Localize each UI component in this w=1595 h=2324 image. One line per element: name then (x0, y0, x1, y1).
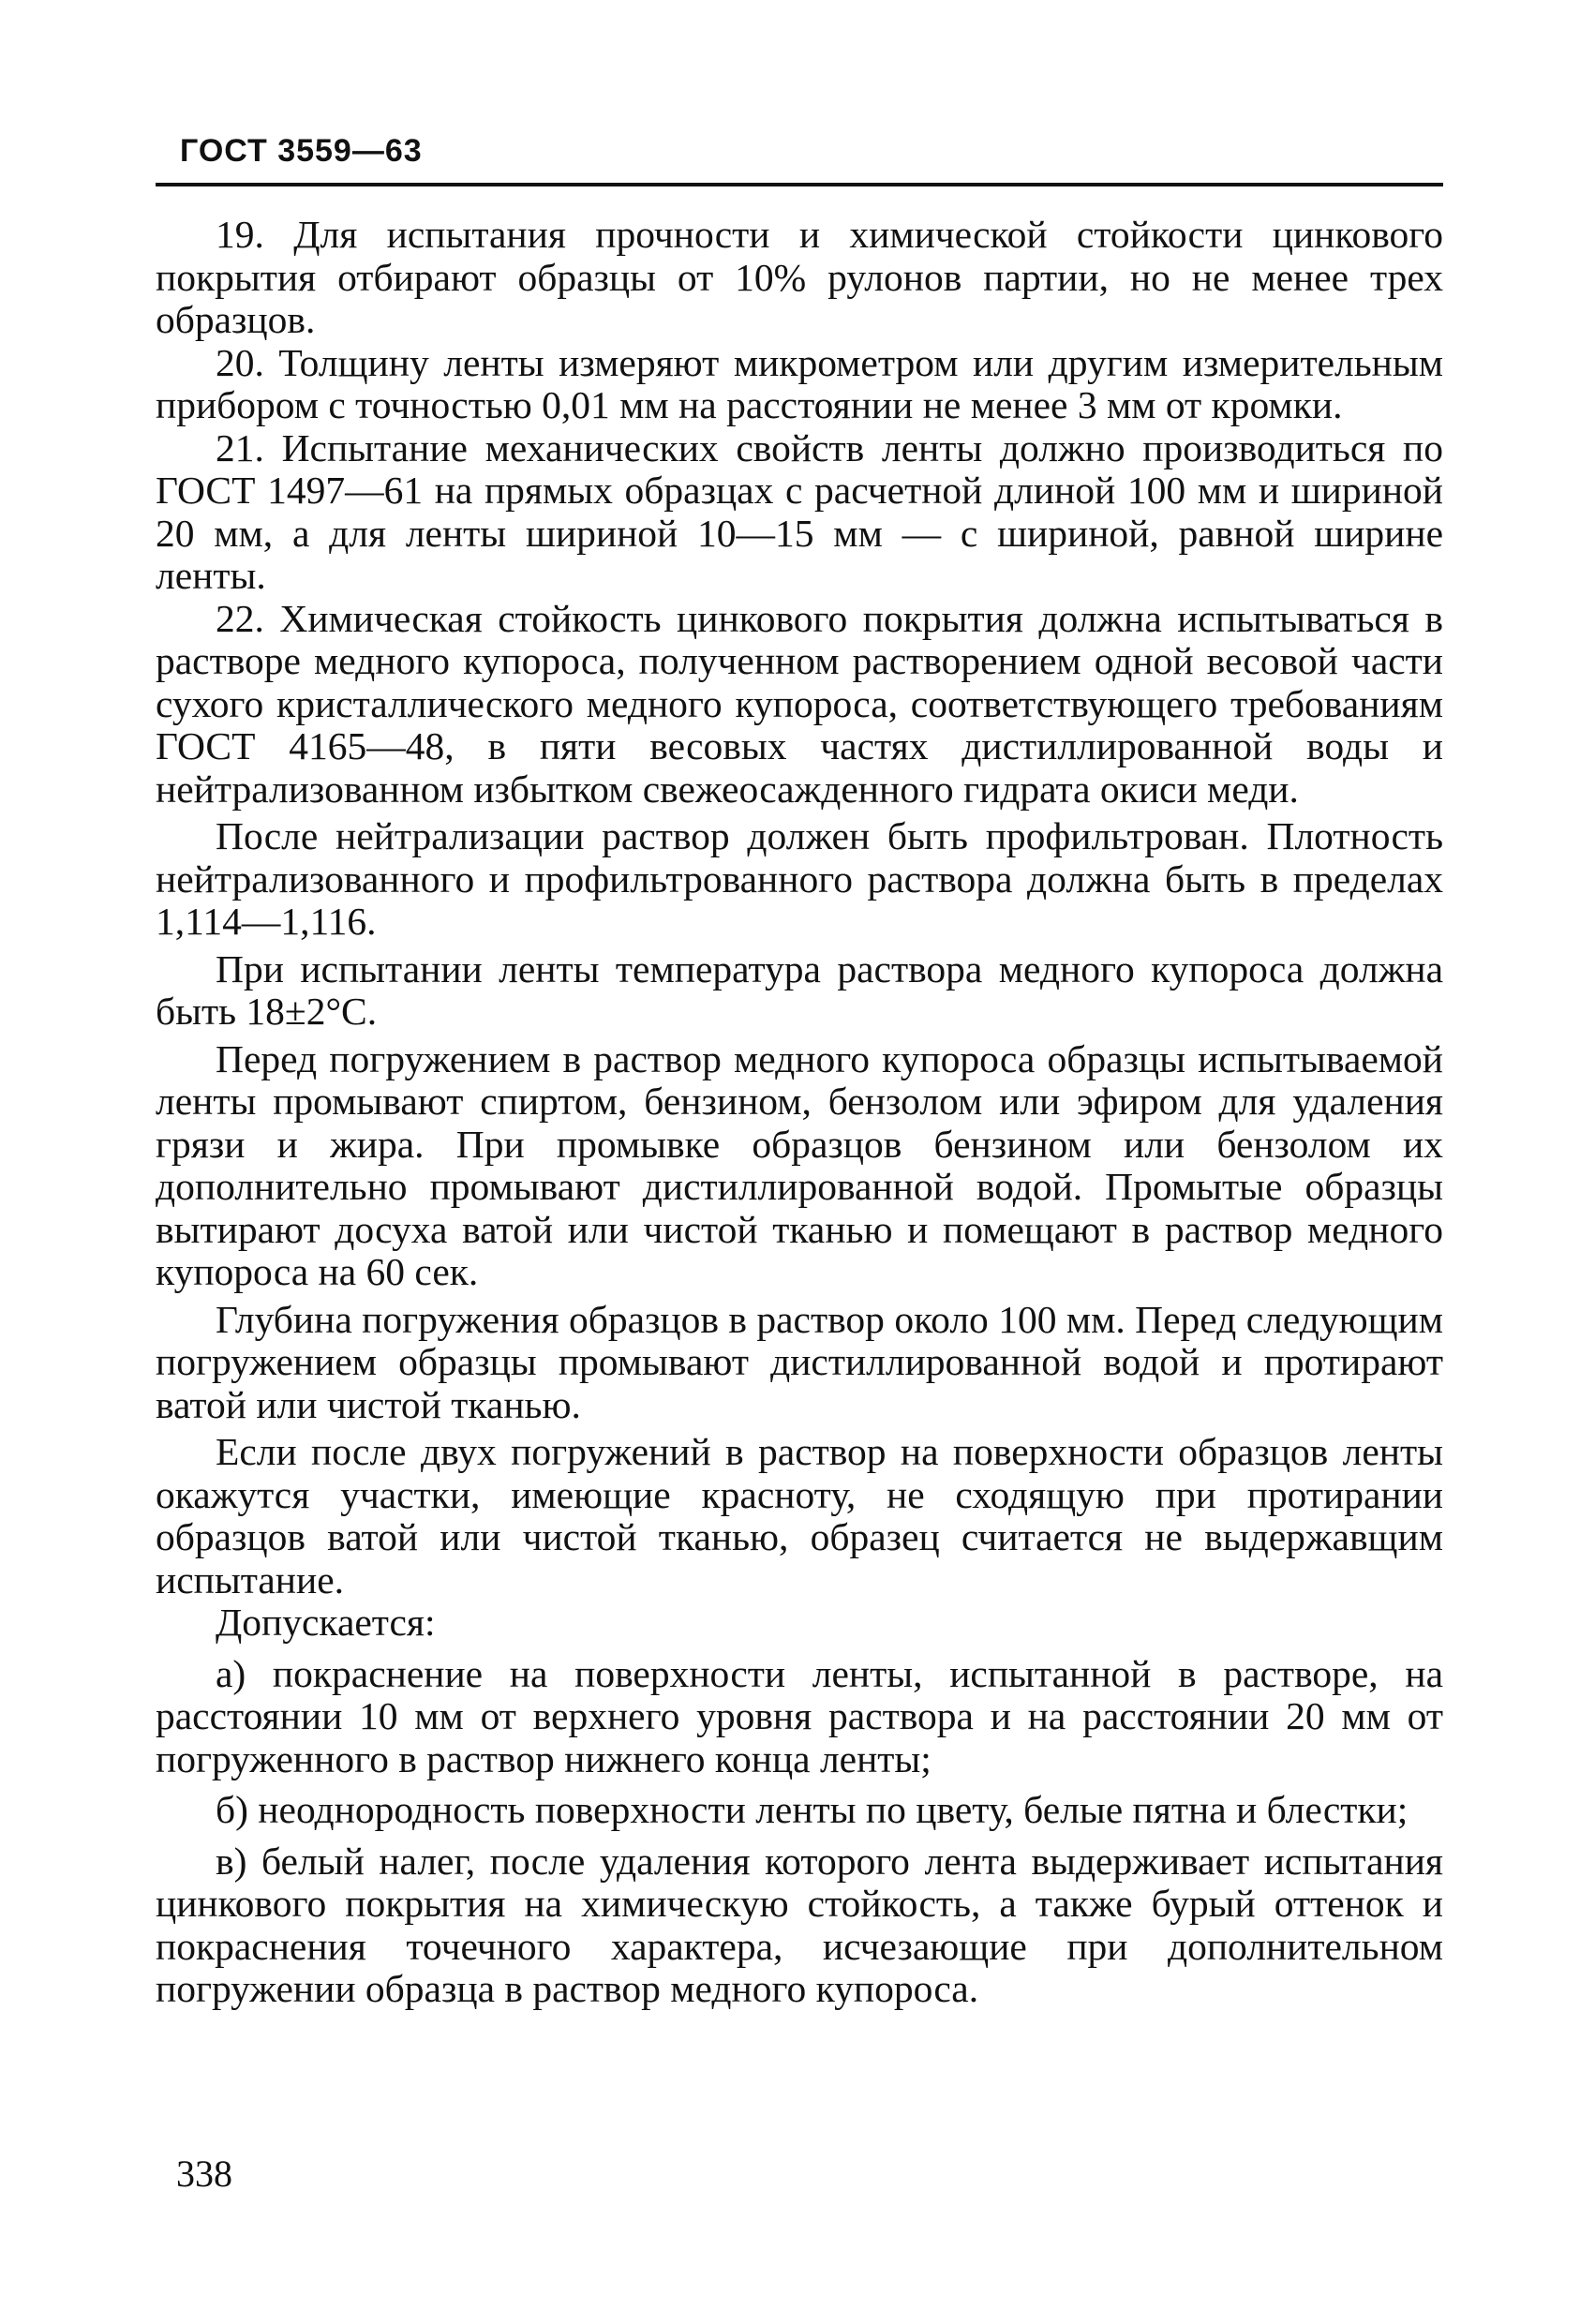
list-item-b: б) неоднородность поверхности ленты по цвету, белые пятна и блестки; (216, 1788, 1409, 1831)
paragraph-20: 20. Толщину ленты измеряют микрометром или другим измерительным прибором с точностью 0,01 мм на расстоянии не менее 3 мм от кромки. (156, 340, 1443, 426)
list-item-v: в) белый налег, после удаления которого лента выдерживает испытания цинкового покрытия на химическую стойкость, а также бурый оттенок и покраснения точечного характера, исчезающие при дополнительном погружении образца в раствор медного купороса. (156, 1839, 1443, 2010)
list-item-a: а) покраснение на поверхности ленты, испытанной в растворе, на расстоянии 10 мм от верхнего уровня раствора и на расстоянии 20 мм от погруженного в раствор нижнего конца ленты; (156, 1651, 1443, 1780)
paragraph-washing: Перед погружением в раствор медного купороса образцы испытываемой ленты промывают спиртом, бензином, бензолом или эфиром для удаления грязи и жира. При промывке образцов бензином или бензолом их дополнительно промывают дистиллированной водой. Промытые образцы вытирают досуха ватой или чистой тканью и помещают в раствор медного купороса на 60 сек. (156, 1036, 1443, 1293)
paragraph-19: 19. Для испытания прочности и химической стойкости цинкового покрытия отбирают образцы от 10% рулонов партии, но не менее трех образцов. (156, 213, 1443, 341)
paragraph-rejection: Если после двух погружений в раствор на поверхности образцов ленты окажутся участки, имеющие красноту, не сходящую при протирании образцов ватой или чистой тканью, образец считается не выдержавщим испытание. (156, 1430, 1443, 1601)
paragraph-depth: Глубина погружения образцов в раствор около 100 мм. Перед следующим погружением образцы промывают дистиллированной водой и протирают ватой или чистой тканью. (156, 1297, 1443, 1426)
paragraph-temperature: При испытании ленты температура раствора медного купороса должна быть 18±2°С. (156, 946, 1443, 1033)
page-number: 338 (176, 2153, 232, 2195)
document-body (156, 214, 1443, 2011)
paragraph-21: 21. Испытание механических свойств ленты должно производиться по ГОСТ 1497—61 на прямых образцах с расчетной длиной 100 мм и шириной 20 мм, а для ленты шириной 10—15 мм — с шириной, равной ширине ленты. (156, 425, 1443, 597)
running-header: ГОСТ 3559—63 (180, 133, 423, 169)
paragraph-filtration: После нейтрализации раствор должен быть профильтрован. Плотность нейтрализованного и профильтрованного раствора должна быть в пределах 1,114—1,116. (156, 814, 1443, 943)
header-rule (156, 183, 1443, 186)
paragraph-22: 22. Химическая стойкость цинкового покрытия должна испытываться в растворе медного купороса, полученном растворением одной весовой части сухого кристаллического медного купороса, соответствующего требованиям ГОСТ 4165—48, в пяти весовых частях дистиллированной воды и нейтрализованном избытком свежеосажденного гидрата окиси меди. (156, 596, 1443, 811)
paragraph-allowed: Допускается: (216, 1601, 436, 1644)
